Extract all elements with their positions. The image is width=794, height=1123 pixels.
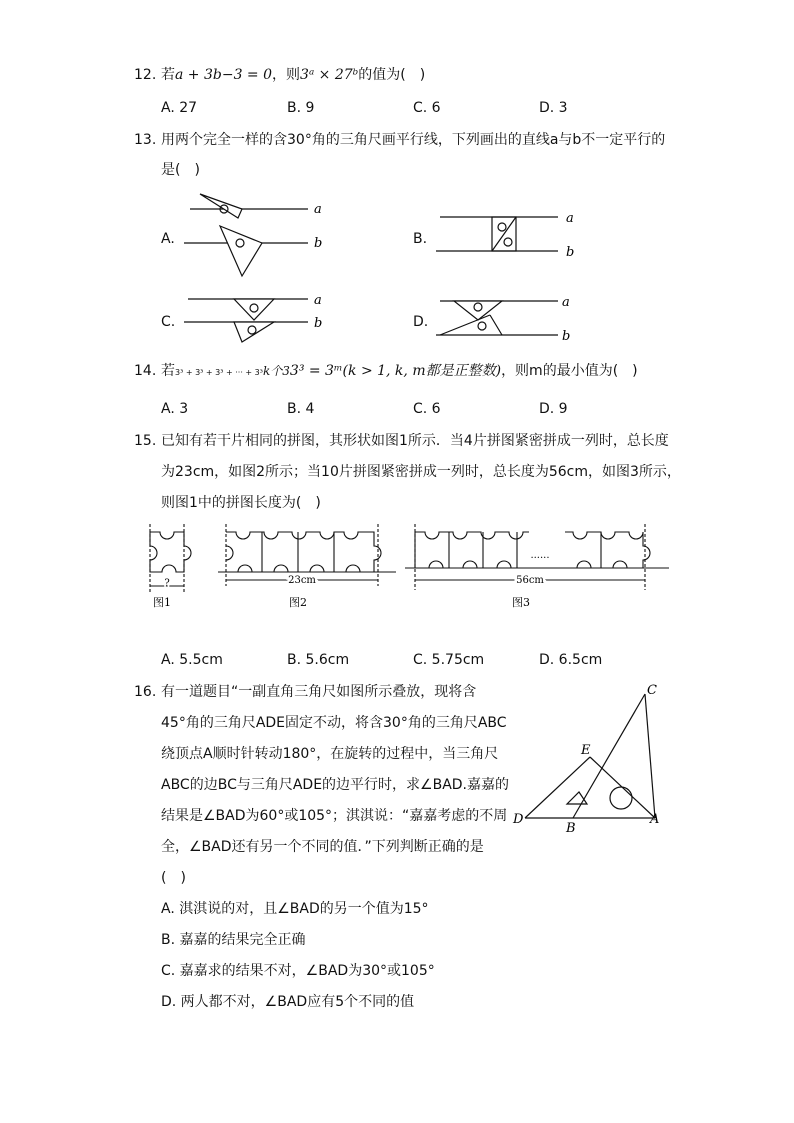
fig1-caption: 图1 [153, 596, 171, 609]
label-b: b [314, 236, 323, 251]
q16-option-d[interactable]: D. 两人都不对，∠BAD应有5个不同的值 [161, 994, 415, 1010]
q13-figure-b [432, 205, 582, 265]
q16-stem-line5: 结果是∠BAD为60°或105°；淇淇说：“嘉嘉考虑的不周 [161, 808, 508, 824]
ruler-hole-top [498, 223, 506, 231]
notch-left [226, 546, 233, 560]
q14-stem [161, 362, 638, 382]
q13-option-b-label[interactable]: B. [413, 231, 428, 247]
point-B-label: B [566, 821, 576, 836]
label-b: b [566, 245, 575, 260]
q14-option-b[interactable]: B. 4 [287, 401, 315, 417]
q12-option-c[interactable]: C. 6 [413, 100, 441, 116]
q14-small-sum: 3³ + 3³ + 3³ + ··· + 3³ [175, 368, 263, 377]
q16-stem-line2: 45°角的三角尺ADE固定不动，将含30°角的三角尺ABC [161, 715, 507, 731]
q15-stem-line3: 则图1中的拼图长度为( ) [161, 495, 321, 511]
q13-figure-c [180, 290, 330, 350]
q15-option-b[interactable]: B. 5.6cm [287, 652, 350, 668]
label-a: a [314, 202, 322, 217]
q13-option-c-label[interactable]: C. [161, 314, 176, 330]
q12-number: 12. [134, 67, 157, 83]
q13-option-a-label[interactable]: A. [161, 231, 175, 247]
q16-stem-line1: 有一道题目“一副直角三角尺如图所示叠放，现将含 [161, 684, 477, 700]
fig3-caption: 图3 [512, 596, 530, 609]
point-D-label: D [513, 812, 524, 827]
fig3-dimension: 56cm [516, 575, 544, 586]
ruler-bottom-side [490, 315, 502, 335]
q13-number: 13. [134, 132, 157, 148]
q15-figure-3 [405, 520, 670, 615]
q16-option-a[interactable]: A. 淇淇说的对，且∠BAD的另一个值为15° [161, 901, 429, 917]
triangle-ruler-top [234, 299, 274, 320]
puzzle-strip-bottom [238, 565, 360, 572]
q16-stem-line6: 全，∠BAD还有另一个不同的值．”下列判断正确的是 [161, 839, 484, 855]
fig2-caption: 图2 [289, 596, 307, 609]
segment-CA [645, 694, 655, 818]
ruler-hole-bottom [478, 322, 486, 330]
puzzle-strip-top-right [565, 532, 650, 568]
ruler-circle-hole [610, 787, 632, 809]
q14-pre: 若 [161, 363, 175, 379]
q13-stem-line2: 是( ) [161, 162, 200, 178]
label-a: a [562, 295, 570, 310]
ruler-hole-bottom [504, 238, 512, 246]
q12-stem-c: 的值为( ) [358, 67, 426, 83]
q15-figure-2 [218, 520, 398, 615]
q12-option-a[interactable]: A. 27 [161, 100, 198, 116]
q15-stem-line2: 为23cm，如图2所示；当10片拼图紧密拼成一列时，总长度为56cm，如图3所示， [161, 464, 681, 480]
q16-stem-line4: ABC的边BC与三角尺ADE的边平行时，求∠BAD.嘉嘉的 [161, 777, 510, 793]
fig3-ellipsis: ...... [530, 550, 550, 561]
point-A-label: A [650, 812, 660, 827]
q12-stem [161, 66, 425, 84]
q14-option-a[interactable]: A. 3 [161, 401, 189, 417]
q16-option-b[interactable]: B. 嘉嘉的结果完全正确 [161, 932, 306, 948]
q15-option-a[interactable]: A. 5.5cm [161, 652, 223, 668]
q16-figure [505, 680, 675, 840]
q14-expression: 3³ = 3ᵐ(k > 1, k, m都是正整数) [289, 363, 502, 379]
q16-number: 16. [134, 684, 157, 700]
q14-option-c[interactable]: C. 6 [413, 401, 441, 417]
fig1-dimension: ? [164, 578, 170, 589]
q13-figure-d [432, 290, 582, 350]
point-E-label: E [581, 743, 591, 758]
q12-stem-a: 若 [161, 67, 175, 83]
label-b: b [314, 316, 323, 331]
label-b: b [562, 329, 571, 344]
q15-option-c[interactable]: C. 5.75cm [413, 652, 485, 668]
ruler-bottom-hypotenuse [440, 315, 490, 335]
q13-option-d-label[interactable]: D. [413, 314, 429, 330]
q12-option-b[interactable]: B. 9 [287, 100, 315, 116]
q12-option-d[interactable]: D. 3 [539, 100, 568, 116]
q13-stem-line1: 用两个完全一样的含30°角的三角尺画平行线，下列画出的直线a与b不一定平行的 [161, 132, 666, 148]
q13-figure-a [180, 190, 330, 285]
puzzle-strip-top-left [415, 532, 529, 539]
q14-number: 14. [134, 363, 157, 379]
q15-stem-line1: 已知有若干片相同的拼图，其形状如图1所示．当4片拼图紧密拼成一列时，总长度 [161, 433, 669, 449]
q15-option-d[interactable]: D. 6.5cm [539, 652, 603, 668]
q12-power-expression: 3ᵃ × 27ᵇ [300, 67, 359, 83]
ruler-diagonal [492, 217, 516, 251]
q14-k-count: k个3 [262, 364, 290, 378]
fig2-dimension: 23cm [288, 575, 316, 586]
label-a: a [314, 293, 322, 308]
q12-equation: a + 3b−3 = 0 [175, 67, 273, 83]
segment-DE [525, 757, 590, 818]
q15-figure-1 [140, 520, 210, 615]
puzzle-strip-bottom [429, 561, 627, 568]
q15-number: 15. [134, 433, 157, 449]
point-C-label: C [647, 683, 657, 698]
puzzle-piece [150, 532, 191, 572]
label-a: a [566, 211, 574, 226]
q14-post: ，则m的最小值为( ) [501, 363, 638, 379]
triangle-ruler-bottom [220, 226, 262, 276]
triangle-ruler-bottom [234, 322, 274, 342]
q16-stem-line3: 绕顶点A顺时针转动180°，在旋转的过程中，当三角尺 [161, 746, 499, 762]
q14-option-d[interactable]: D. 9 [539, 401, 568, 417]
q16-option-c[interactable]: C. 嘉嘉求的结果不对，∠BAD为30°或105° [161, 963, 435, 979]
q16-stem-line7: ( ) [161, 870, 186, 886]
q12-stem-b: ，则 [272, 67, 301, 83]
